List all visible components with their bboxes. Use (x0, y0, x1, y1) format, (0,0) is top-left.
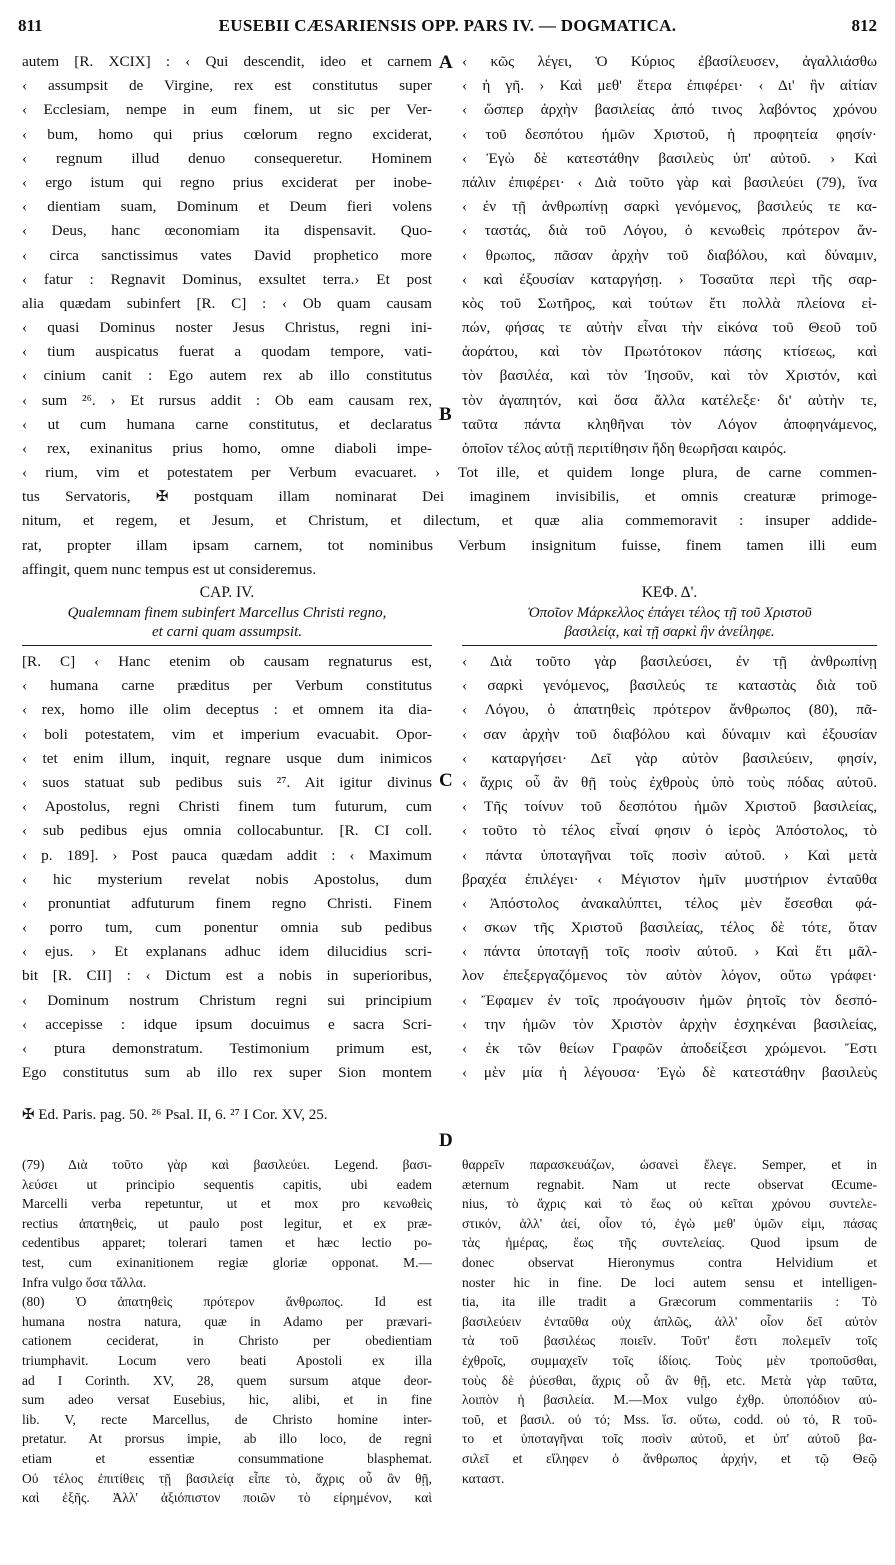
marginal-references: ✠ Ed. Paris. pag. 50. ²⁶ Psal. II, 6. ²⁷ I Cor. XV, 25. (22, 1107, 328, 1123)
latin-column-upper (22, 50, 432, 461)
text-line: noster hic in fine. De loci autem sensu et intelligen- (462, 1274, 877, 1290)
text-line: σιλεῖ et εἴληφεν ὁ ἄνθρωπος ἀρχήν, et τῷ Θεῷ (462, 1450, 877, 1466)
text-line: ‹ μὲν μία ἡ λέγουσα· Ἐγὼ δὲ κατεστάθην βασιλεὺς (462, 1064, 877, 1082)
text-line: cedentibus apparet; tolerari tamen et hæc lectio po- (22, 1235, 432, 1251)
text-line: θαρρεῖν παρασκευάζων, ὡσανεὶ ἔλεγε. Semper, et in (462, 1157, 877, 1172)
text-line: ‹ ἄχρις οὗ ἂν θῇ τοὺς ἐχθροὺς ὑπὸ τοὺς πόδας αὐτοῦ. (462, 773, 877, 791)
chapter-heading-greek (462, 582, 877, 642)
text-line: triumphavit. Locum vero beati Apostoli ex illa (22, 1352, 432, 1368)
text-line: λεύσει ut principio sequentis capitis, ubi eadem (22, 1176, 432, 1192)
text-line: ‹ ptura demonstratum. Testimonium primum est, (22, 1040, 432, 1057)
text-line: τὸν ἀγαπητόν, καὶ ὅσα ἄλλα κατέλεξε· δι' αὐτὴν τε, (462, 391, 877, 409)
text-line: τὰς ἡμέρας, ἕως τῆς συντελείας. Quod ipsum de (462, 1235, 877, 1251)
text-line: ‹ porro tum, cum ponentur omnia sub pedibus (22, 919, 432, 937)
chapter-title-greek: ΚΕΦ. Δ'. (641, 584, 698, 601)
text-line: τὸν βασιλέα, καὶ τὸν Ἰησοῦν, καὶ τὸν Χριστόν, καὶ (462, 367, 877, 385)
greek-column-chapter (462, 650, 877, 1085)
text-line: Infra vulgo ὅσα τἄλλα. (22, 1274, 147, 1290)
text-line: (80) Ὁ ἀπατηθεὶς πρότερον ἄνθρωπος. Id est (22, 1294, 432, 1310)
text-line: ‹ Ecclesiam, nempe in eum finem, ut sic per Ver- (22, 101, 432, 119)
text-line: ‹ cinium canit : Ego autem rex ab illo constitutus (22, 367, 432, 385)
text-line: ‹ Deus, hanc œconomiam ita dispensavit. Quo- (22, 222, 432, 240)
text-line: ‹ fatur : Regnavit Dominus, exsultet terra.› Et post (22, 270, 432, 288)
text-line: ‹ θρωπος, πᾶσαν ἀρχὴν τοῦ διαβόλου, καὶ δύναμιν, (462, 246, 877, 264)
text-line: τοῦ, et βασιλ. οὐ τό; Mss. ἵσ. οὕτω, codd. οὐ τό, R τοῦ- (462, 1411, 877, 1427)
text-line: ‹ Apostolus, regni Christi finem tum futurum, cum (22, 798, 432, 816)
text-line: cationem ceciderat, in Christo per obedientiam (22, 1333, 432, 1349)
text-line: λον ἐπεξεργαζόμενος τὸν αὐτὸν λόγον, οὕτω γράφει· (462, 967, 877, 985)
text-line: æternum regnabit. Nam ut recte observat Œcume- (462, 1176, 877, 1192)
text-line: ‹ Ἀπόστολος ἀνακαλύπτει, τέλος μὲν ἔσεσθαι φά- (462, 894, 877, 912)
text-line: ‹ tet enim illum, inquit, regnare usque dum inimicos (22, 749, 432, 767)
text-line: ‹ ὥσπερ ἀρχὴν βασιλείας ἀπό τινος λαβόντος χρόνου (462, 101, 877, 119)
text-line: lib. V, recte Marcellus, de Christo homine inter- (22, 1411, 432, 1427)
text-line: στικόν, ἀλλ' ἀεί, οἷον τό, ἐγὼ μεθ' ὑμῶν εἰμι, πάσας (462, 1215, 877, 1231)
text-line: πάλιν ἐπιφέρει· ‹ Διὰ τοῦτο γὰρ καὶ βασιλεύει (79), ἵνα (462, 173, 877, 191)
text-line: ‹ pronuntiat adfuturum finem regno Christi. Finem (22, 894, 432, 912)
text-line: alia quædam subinfert [R. C] : ‹ Ob quam causam (22, 294, 432, 312)
chapter-title-latin: CAP. IV. (199, 584, 255, 601)
chapter-subtitle-latin-2: et carni quam assumpsit. (152, 624, 302, 640)
text-line: ‹ Dominum nostrum Christum regni sui principium (22, 991, 432, 1009)
text-line: tia, ita ille tradit a Græcorum commentariis : Τὸ (462, 1294, 877, 1310)
text-line: ‹ πάντα ὑποταγῆναι τοῖς ποσὶν αὐτοῦ. › Καὶ μετὰ (462, 846, 877, 864)
running-header (18, 14, 877, 38)
text-line: ‹ ejus. › Et explanans adhuc idem dilucidius scri- (22, 943, 432, 961)
text-line: bit [R. CII] : ‹ Dictum est a nobis in superioribus, (22, 967, 432, 985)
text-line: autem [R. XCIX] : ‹ Qui descendit, ideo et carnem (22, 53, 432, 70)
text-line: ‹ πάντα ὑποταγῇ τοῖς ποσὶν αὐτοῦ. › Καὶ ἔτι μᾶλ- (462, 943, 877, 961)
text-line: ‹ quasi Dominus noster Jesus Christus, regni ini- (22, 319, 432, 337)
text-line: ‹ καταργήσει· Δεῖ γὰρ αὐτὸν βασιλεύειν, φησίν, (462, 749, 877, 767)
text-line: ἀοράτου, καὶ τὸν Πρωτότοκον πάσης κτίσεως, καὶ (462, 343, 877, 361)
text-line: καταστ. (462, 1470, 505, 1486)
text-line: ‹ accepisse : idque ipsum docuimus e sacra Scri- (22, 1015, 432, 1033)
text-line: ‹ ἐν τῇ ἀνθρωπίνῃ σαρκὶ γενόμενος, βασιλεύς τε κα- (462, 198, 877, 216)
text-line: ‹ dientiam suam, Dominum et Deum fieri volens (22, 198, 432, 216)
margin-letter-b: B (439, 404, 452, 425)
text-line: donec observat Hieronymus contra Helvidium et (462, 1254, 877, 1270)
page-number-left: 811 (18, 16, 43, 35)
text-line: etiam et essentiæ consummatione blasphemat. (22, 1450, 432, 1466)
text-line: ὁποῖον τέλος αὐτῇ περιτίθησιν ἤδη θεωρῆσαι καιρός. (462, 440, 787, 457)
text-line: nius, τὸ ἄχρις καὶ τὸ ἕως οὐ κεῖται χρόνου συντελε- (462, 1196, 877, 1212)
margin-letter-a: A (439, 52, 453, 73)
text-line: ‹ ἡ γῆ. › Καὶ μεθ' ἕτερα ἐπιφέρει· ‹ Δι' ἣν αἰτίαν (462, 77, 877, 95)
text-line: rectius ἀπατηθεὶς, ut paulo post legitur, et ex præ- (22, 1215, 432, 1231)
page-number-right: 812 (851, 16, 877, 35)
chapter-subtitle-greek-2: βασιλείᾳ, καὶ τῇ σαρκὶ ἣν ἀνείληφε. (564, 624, 775, 640)
text-line: ‹ σαν ἀρχὴν τοῦ διαβόλου καὶ δύναμιν καὶ ἐξουσίαν (462, 725, 877, 743)
text-line: ‹ circa sanctissimus vates David prophetico more (22, 246, 432, 264)
text-line: ‹ bum, homo qui prius cœlorum regno exciderat, (22, 125, 432, 143)
text-line: κὸς τοῦ Σωτῆρος, καὶ τούτων ἔτι πολλὰ πλείονα εἰ- (462, 294, 877, 312)
margin-letter-d: D (439, 1130, 453, 1151)
chapter-subtitle-greek-1: Ὁποῖον Μάρκελλος ἐπάγει τέλος τῇ τοῦ Χριστοῦ (527, 605, 812, 621)
text-line: καὶ ἑξῆς. Ἀλλ' ἀξιόπιστον ποιῶν τὸ εἰρημένον, καὶ (22, 1490, 432, 1506)
text-line: ‹ sum ²⁶. › Et rursus addit : Ob eam causam rex, (22, 391, 432, 409)
text-line: ‹ tium auspicatus fuerat a quodam tempore, vati- (22, 343, 432, 361)
text-line: nitum, et regem, et Jesum, et Christum, et dilectum, et quæ alia commemoravit : insuper addide- (22, 512, 877, 530)
chapter-subtitle-latin-1: Qualemnam finem subinfert Marcellus Christi regno, (67, 605, 387, 621)
text-line: test, cum exinanitionem regiæ gloriæ opponat. M.— (22, 1254, 432, 1270)
text-line: ‹ humana carne præditus per Verbum constitutus (22, 677, 432, 695)
text-line: ‹ ut cum humana carne constitutus, et declaratus (22, 415, 432, 433)
text-line: ‹ Διὰ τοῦτο γὰρ βασιλεύσει, ἐν τῇ ἀνθρωπίνῃ (462, 653, 877, 670)
text-line: ‹ τοῦτο τὸ τέλος εἶναί φησιν ὁ ἱερὸς Ἀπόστολος, τὸ (462, 822, 877, 840)
rule-greek (462, 645, 877, 646)
text-line: ‹ Λόγου, ὁ ἀπατηθεὶς πρότερον ἄνθρωπος (80), πᾶ- (462, 701, 877, 719)
text-line: tus Servatoris, ✠ postquam illam nominarat Dei imaginem invisibilis, et omnis creaturæ primoge- (22, 488, 877, 506)
text-line: το et ὑποταγῆναι τοῖς ποσὶν αὐτοῦ, et ὑπ' αὐτοῦ βα- (462, 1431, 877, 1447)
text-line: ‹ suos statuat sub pedibus suis ²⁷. Ait igitur divinus (22, 773, 432, 791)
chapter-heading-latin (22, 582, 432, 642)
text-line: affingit, quem nunc tempus est ut consideremus. (22, 560, 317, 578)
text-line: Οὐ τέλος ἐπιτίθεις τῇ βασιλείᾳ εἶπε τὸ, ἄχρις οὗ ἂν θῇ, (22, 1470, 432, 1486)
latin-column-chapter (22, 650, 432, 1085)
greek-column-upper (462, 50, 877, 461)
rule-latin (22, 645, 432, 646)
text-line: ‹ κῶς λέγει, Ὁ Κύριος ἐβασίλευσεν, ἀγαλλιάσθω (462, 53, 877, 70)
text-line: ταῦτα πάντα κληθῆναι τὸν Λόγον ἀποφηνάμενος, (462, 415, 877, 433)
text-line: ‹ ταστάς, διὰ τοῦ Λόγου, ὁ κενωθεὶς πρότερον ἄν- (462, 222, 877, 240)
text-line: ‹ sub pedibus ejus omnia collocabuntur. [R. CI coll. (22, 822, 432, 840)
text-line: ‹ την ἡμῶν τὸν Χριστὸν ἀρχὴν ἐσχηκέναι βασιλείας, (462, 1015, 877, 1033)
text-line: sum adeo versat Eusebius, hic, alibi, et in fine (22, 1392, 432, 1408)
text-line: ‹ ergo istum qui regno prius exciderat per inobe- (22, 173, 432, 191)
text-line: ‹ rium, vim et potestatem per Verbum evacuaret. › Tot ille, et quidem longe plura, de carne commen- (22, 464, 877, 481)
text-line: ‹ ἐκ τῶν θείων Γραφῶν ἀποδείξεσι χρώμενοι. Ἔστι (462, 1040, 877, 1057)
text-line: ἐχθροῖς, συμμαχεῖν τοῖς ἰδίοις. Τοὺς μὲν τροποῦσθαι, (462, 1352, 877, 1368)
text-line: pretatur. At prorsus impie, ab illo loco, de regni (22, 1431, 432, 1447)
text-line: ‹ rex, exinanitus prius homo, omne diaboli impe- (22, 440, 432, 457)
full-width-paragraph (22, 461, 877, 582)
text-line: ‹ Ἔφαμεν ἐν τοῖς προάγουσιν ἡμῶν ῥητοῖς τὸν δεσπό- (462, 991, 877, 1009)
text-line: Ego constitutus sum ab illo rex super Sion montem (22, 1064, 432, 1082)
text-line: βραχέα ἐπιλέγει· ‹ Μέγιστον ἡμῖν μυστήριον ἐνταῦθα (462, 870, 877, 888)
text-line: ‹ καὶ ἐξουσίαν καταργήσῃ. › Τοσαῦτα περὶ τῆς σαρ- (462, 270, 877, 288)
footnotes-right (462, 1155, 877, 1488)
text-line: τὰ τοῦ βασιλέως ποιεῖν. Τοῦτ' ἔστι πολεμεῖν τοῖς (462, 1333, 877, 1349)
text-line: ‹ Τῆς τοίνυν τοῦ δεσπότου ἡμῶν Χριστοῦ βασιλείας, (462, 798, 877, 816)
text-line: ‹ p. 189]. › Post pauca quædam addit : ‹ Maximum (22, 846, 432, 864)
text-line: πών, φήσας τε αὐτὴν εἶναι τὴν εἰκόνα τοῦ Θεοῦ τοῦ (462, 319, 877, 337)
text-line: rat, propter illam ipsam carnem, tot nominibus Verbum insignitum fuisse, finem tamen illi eum (22, 536, 877, 554)
text-line: ‹ boli potestatem, vim et imperium evacuabit. Opor- (22, 725, 432, 743)
text-line: ‹ Ἐγὼ δὲ κατεστάθην βασιλεὺς ὑπ' αὐτοῦ. › Καὶ (462, 149, 877, 167)
text-line: τοὺς δὲ ῥύεσθαι, ἄχρις οὗ ἂν θῇ, etc. Μετὰ γὰρ ταῦτα, (462, 1372, 877, 1388)
margin-letter-c: C (439, 770, 453, 791)
footnotes-left (22, 1155, 432, 1508)
text-line: ‹ σκων τῆς Χριστοῦ βασιλείας, τέλος δὲ τότε, ὅταν (462, 919, 877, 937)
text-line: ‹ σαρκὶ γενόμενος, βασιλεύς τε καταστὰς διὰ τοῦ (462, 677, 877, 695)
text-line: humana nostra natura, quæ in Adamo per prævari- (22, 1313, 432, 1329)
text-line: ‹ hic mysterium revelat nobis Apostolus, dum (22, 870, 432, 888)
text-line: ‹ assumpsit de Virgine, rex est constitutus super (22, 77, 432, 95)
text-line: (79) Διὰ τοῦτο γὰρ καὶ βασιλεύει. Legend. βασι- (22, 1157, 432, 1172)
text-line: Marcelli verba repetuntur, ut et mox pro κενωθεὶς (22, 1196, 432, 1212)
running-title: EUSEBII CÆSARIENSIS OPP. PARS IV. — DOGMATICA. (218, 16, 677, 35)
text-line: ad I Corinth. XV, 28, quem sursum atque deor- (22, 1372, 432, 1388)
text-line: ‹ τοῦ δεσπότου ἡμῶν Χριστοῦ, ἡ προφητεία φησίν· (462, 125, 877, 143)
text-line: λοιπὸν ἡ βασιλεία. M.—Mox vulgo ἐχθρ. ὑποπόδιον αὐ- (462, 1392, 877, 1408)
text-line: ‹ regnum illud denuo consequeretur. Hominem (22, 149, 432, 167)
text-line: βασιλεύειν ἐνταῦθα οὐχ ἁπλῶς, ἀλλ' οἷον δεῖ αὐτὸν (462, 1313, 877, 1329)
text-line: ‹ rex, homo ille olim deceptus : et omnem ita dia- (22, 701, 432, 719)
text-line: [R. C] ‹ Hanc etenim ob causam regnaturus est, (22, 653, 432, 670)
